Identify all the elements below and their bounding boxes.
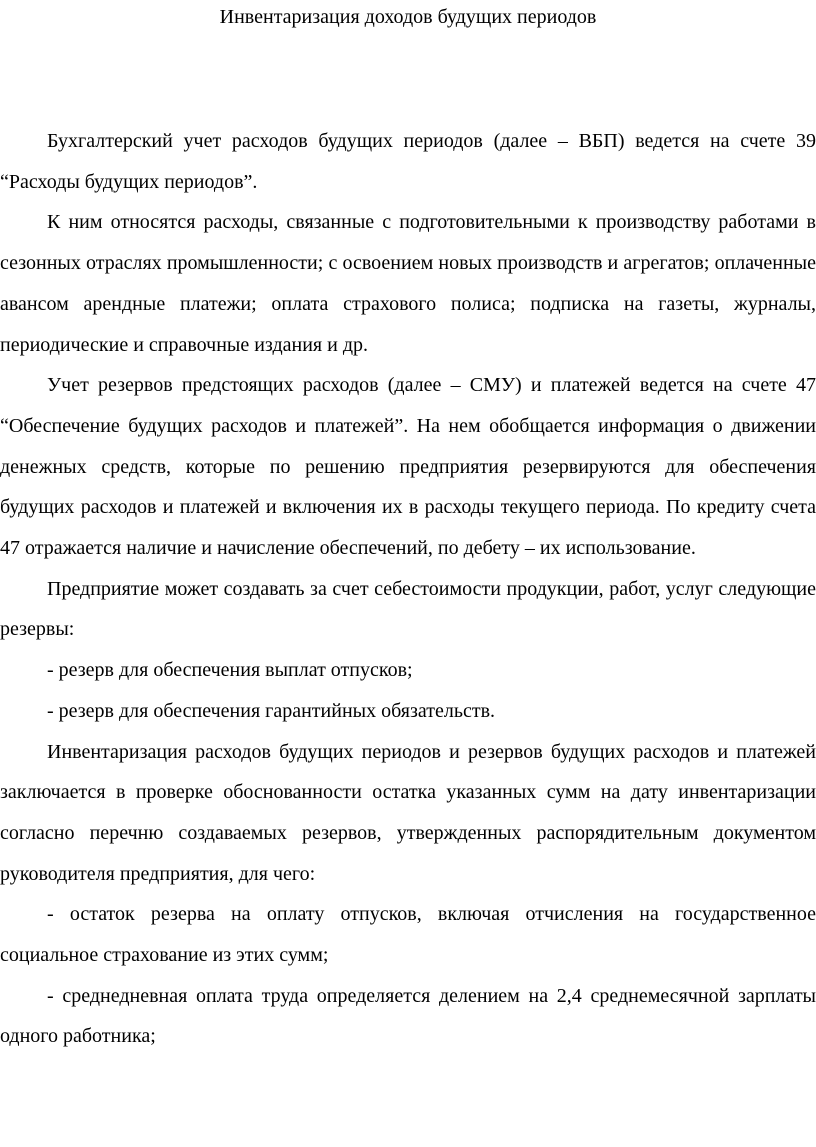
list-item: - резерв для обеспечения гарантийных обязательств. <box>47 699 496 722</box>
list-item: - резерв для обеспечения выплат отпусков; <box>47 659 413 682</box>
document-body <box>0 121 816 1057</box>
paragraph: К ним относятся расходы, связанные с подготовительными к производству работами в сезонных отраслях промышленности; с освоением новых производств и агрегатов; оплаченные авансом арендные платежи; оплата страхового полиса; подписка на газеты, журналы, периодические и справочные издания и др. <box>0 211 816 356</box>
list-item: - среднедневная оплата труда определяется делением на 2,4 среднемесячной зарплаты одного работника; <box>0 984 816 1048</box>
page-title: Инвентаризация доходов будущих периодов <box>219 6 597 28</box>
paragraph: Бухгалтерский учет расходов будущих периодов (далее – ВБП) ведется на счете 39 “Расходы будущих периодов”. <box>0 130 816 193</box>
paragraph: Предприятие может создавать за счет себестоимости продукции, работ, услуг следующие резервы: <box>0 577 816 641</box>
paragraph: Учет резервов предстоящих расходов (далее – СМУ) и платежей ведется на счете 47 “Обеспечение будущих расходов и платежей”. На нем обобщается информация о движении денежных средств, которые по решению предприятия резервируются для обеспечения будущих расходов и платежей и включения их в расходы текущего периода. По кредиту счета 47 отражается наличие и начисление обеспечений, по дебету – их использование. <box>0 374 816 560</box>
list-item: - остаток резерва на оплату отпусков, включая отчисления на государственное социальное страхование из этих сумм; <box>0 903 816 967</box>
paragraph: Инвентаризация расходов будущих периодов и резервов будущих расходов и платежей заключается в проверке обоснованности остатка указанных сумм на дату инвентаризации согласно перечню создаваемых резервов, утвержденных распорядительным документом руководителя предприятия, для чего: <box>0 740 816 885</box>
